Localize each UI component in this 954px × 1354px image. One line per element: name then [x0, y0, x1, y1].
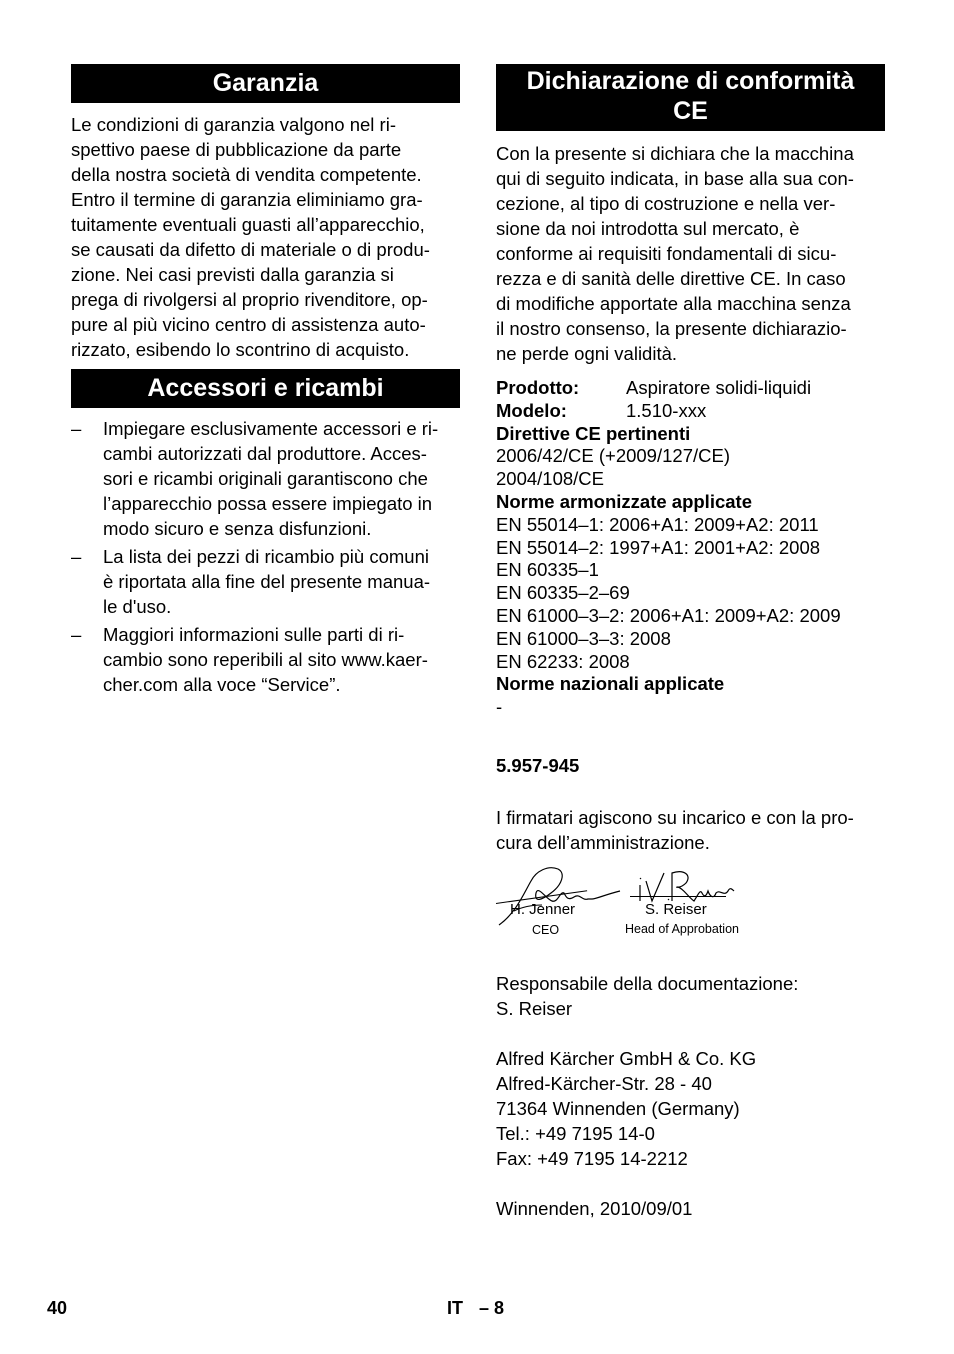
page-number: 40: [47, 1298, 68, 1318]
document-code: 5.957-945: [496, 754, 580, 776]
signer1-role: CEO: [532, 922, 560, 937]
section-title-garanzia: Garanzia: [71, 64, 460, 103]
signature-line-2: [630, 896, 726, 897]
directives-label: Direttive CE pertinenti: [496, 422, 691, 444]
harmonized-label: Norme armonizzate applicate: [496, 490, 752, 512]
signers-text: I firmatari agiscono su incarico e con la pro- cura dell’amministrazione.: [496, 806, 854, 853]
list-item: – La lista dei pezzi di ricambio più comuni è riportata alla fine del presente manua- le d'uso.: [71, 546, 431, 617]
national-label: Norme nazionali applicate: [496, 673, 725, 695]
doc-responsible: Responsabile della documentazione: S. Reiser: [496, 972, 799, 1019]
model-row: Modelo: 1.510-xxx: [496, 399, 707, 421]
conformita-intro: Con la presente si dichiara che la macchina qui di seguito indicata, in base alla sua con- cezione, al tipo di costruzione e nella ver- sione da noi introdotta sul mercato, è conforme ai requisiti fondamentali di sicu- rezza e di sanità delle direttive CE. In caso di modifiche apportate alla macchina senza il nostro consenso, la presente dichiarazio- ne perde ogni validità.: [496, 143, 854, 364]
dash-bullet: –: [71, 624, 82, 645]
dash-bullet: –: [71, 546, 82, 567]
product-row: Prodotto: Aspiratore solidi-liquidi: [496, 377, 812, 398]
signer2-name: S. Reiser: [645, 900, 707, 918]
garanzia-text: Le condizioni di garanzia valgono nel ri- spettivo paese di pubblicazione da parte della nostra società di vendita competente. Entro il termine di garanzia eliminiamo gra- tuitamente eventuali guasti all’apparecchio, se causati da difetto di materiale o di produ- zione. Nei casi previsti dalla garanzia si prega di rivolgersi al proprio rivenditore, op- pure al più vicino centro di assistenza auto- rizzato, esibendo lo scontrino di acquisto.: [71, 114, 430, 360]
sub-page-number: – 8: [479, 1298, 505, 1318]
dash-bullet: –: [71, 418, 82, 439]
language-code: IT: [447, 1298, 463, 1318]
list-item: – Maggiori informazioni sulle parti di ri- cambio sono reperibili al sito www.kaer- cher.com alla voce “Service”.: [71, 624, 428, 695]
right-column: [496, 64, 885, 1221]
signer2-role: Head of Approbation: [625, 921, 739, 936]
section-title-conformita: Dichiarazione di conformità CE: [496, 64, 885, 131]
signatures: [496, 863, 885, 971]
list-item: – Impiegare esclusivamente accessori e ri- cambi autorizzati dal produttore. Acces- sori e ricambi originali garantiscono che l’apparecchio possa essere impiegato in modo sicuro e senza disfunzioni.: [71, 418, 439, 539]
signature-jenner: [496, 863, 626, 931]
company-address: Alfred Kärcher GmbH & Co. KG Alfred-Kärcher-Str. 28 - 40 71364 Winnenden (Germany) Tel.: +49 7195 14-0 Fax: +49 7195 14-2212: [496, 1047, 757, 1169]
spec-block: Prodotto: Aspiratore solidi-liquidi Modelo: 1.510-xxx Direttive CE pertinenti 2006/42/CE (+2009/127/CE) 2004/108/CE Norme armonizzate applicate EN 55014–1: 2006+A1: 2009+A2: 2011 EN 55014–2: 1997+A1: 2001+A2: 2008 EN 60335–1 EN 60335–2–69 EN 61000–3–2: 2006+A1: 2009+A2: 2009 EN 61000–3–3: 2008 EN 62233: 2008 Norme nazionali applicate -: [496, 377, 885, 719]
section-title-accessori: Accessori e ricambi: [71, 369, 460, 408]
left-column: [71, 64, 460, 700]
accessori-list: [71, 416, 460, 697]
place-date: Winnenden, 2010/09/01: [496, 1197, 693, 1219]
signer1-name: H. Jenner: [510, 900, 576, 918]
